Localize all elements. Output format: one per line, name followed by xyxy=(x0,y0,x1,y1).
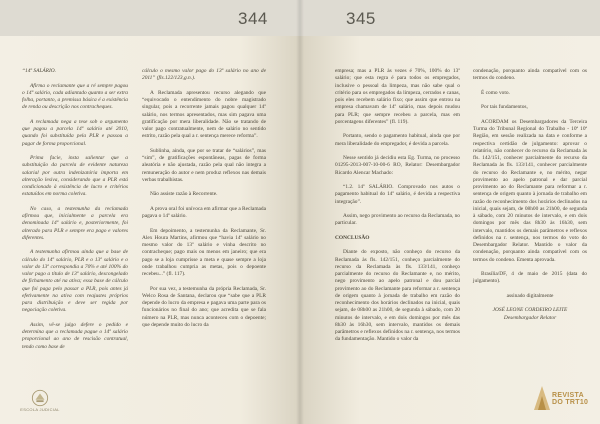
paragraph: Por tais fundamentos, xyxy=(481,104,528,111)
left-page-number: 344 xyxy=(238,9,268,28)
paragraph: Por sua vez, a testemunha da própria Reclamada, Sr. Welco Rosa de Santana, declarou que “sabe que a PLR depende do lucro da empresa e pagava uma parte para os funcionários no final do ano; que acredita que se fala número na PLR, mas nunca aconteceu com o depoente; que depende muito do lucro da xyxy=(142,285,266,328)
left-column-1 xyxy=(22,68,128,358)
signature-note: assinado digitalmente xyxy=(506,292,554,299)
paragraph: empresa; mas a PLR às vezes é 70%, 100% do 13º salário; que esta regra é para todos os empregados, inclusive o pessoal da limpeza, mas não sabe qual o critério para os empregados da limpeza, cerrados e canas, pois eles recebem salário fixo; que assim que entrou na empresa chamavam de 14º salário, mas depois mudou para PLR; que sempre recebeu a parcela, mas em porcentagens diferentes” (fl. 119). xyxy=(335,68,460,125)
revista-title-line2: DO TRT10 xyxy=(552,399,589,406)
paragraph: É como voto. xyxy=(481,89,510,96)
paragraph: Sublinha, ainda, que por se tratar de “salários”, mas “sim”, de gratificações espontâneas, pagas de forma aleatória e não ajustada, razão pela qual não integra a remuneração do autor e nem produz reflexos nas demais verbas trabalhistas. xyxy=(142,147,266,183)
section-heading: CONCLUSÃO xyxy=(335,234,370,241)
right-page-number: 345 xyxy=(346,9,376,28)
right-page-header xyxy=(300,0,600,36)
paragraph: condenação, porquanto ainda compatível com os termos do condeno. xyxy=(473,68,587,82)
escola-judicial-logo xyxy=(20,389,60,412)
right-page xyxy=(300,0,600,424)
paragraph: cálculo o mesmo valor pago do 13º salário no ano de 2011” (fls.122/123,g.n.). xyxy=(142,68,266,82)
paragraph: “14º SALÁRIO. xyxy=(22,68,57,74)
paragraph: A reclamada nega a tese sob o argumento que pagou a parcela 14º salário até 2010, quando foi substituída pela PLR e passou a pagar de forma proporcional. xyxy=(22,118,128,147)
paragraph: Afirma o reclamante que a ré sempre pagou o 14º salário, cada adiantado quanto a ser extra folha, portanto, a premissa básica é a existência de renda ou descrição nos contracheques. xyxy=(22,82,128,111)
paragraph: Brasília/DF, 4 de maio de 2015 (data do julgamento). xyxy=(473,271,587,285)
revista-title xyxy=(552,392,588,406)
revista-trt10-logo xyxy=(530,382,592,418)
paragraph: A prova oral foi unívoca em afirmar que a Reclamada pagava o 14º salário. xyxy=(142,205,266,219)
signer-name: JOSÉ LEONE CORDEIRO LEITE xyxy=(492,307,568,314)
paragraph: A testemunha afirmou ainda que a base de cálculo do 14º salário, PLR e o 13º salário e o valor do 13º correspondia a 70% e até 100% do valor pago a título de 13º salário, descongelado de fichamento até na ativa; essa base de cálculo que foi paga pelo passar a PLR, pois antes já efetivamente na ativa com reajustes próprios para distribuição e deve ser regida por negociação coletiva. xyxy=(22,249,128,314)
signer-title: Desembargador Relator xyxy=(503,314,557,321)
paragraph: ACORDAM os Desembargadores da Terceira Turma do Tribunal Regional do Trabalho - 10ª 10ª Região, em sessão realizada na data e conforme a respectiva certidão de julgamento: aprovar o relatório, não conhecer do recurso da Reclamada às fls. 142/151, conhecer parcialmente do recurso da Reclamada às fls. 133/141, conhecer parcialmente do recurso do Reclamante e, no mérito, negar provimento ao apelo patronal e dar parcial provimento ao do Reclamante para reformar a r. sentença de origem quanto à jornada de trabalho em razão do reconhecimento dos horários declinados na inicial, quais sejam, de 08h00 as 21h00, de segunda à sábado, com 20 minutos de intervalo, e em dois domingos por mês das 8h30 às 16h30, sem intervalo, mantidos os demais parâmetros e reflexos definidos na r. sentença, nos termos do voto do Desembargador Relator. Mantido o valor da condenação, porquanto ainda compatível com os termos do condeno. Ementa aprovada. xyxy=(473,118,587,263)
paragraph: Não assiste razão à Recorrente. xyxy=(150,191,218,198)
left-column-2 xyxy=(142,68,266,336)
paragraph: No caso, a testemunha da reclamada afirmou que, inicialmente a parcela era denominada 14º salário e, posteriormente, foi alterado para PLR e sempre era pago e valores diferentes. xyxy=(22,205,128,241)
paragraph: Portanto, sendo o pagamento habitual, ainda que por mera liberalidade do empregador, é devida a parcela. xyxy=(335,133,460,147)
paragraph: “1.2. 14º SALÁRIO. Comprovado nos autos o pagamento habitual do 14º salário, é devida a respectiva integração”. xyxy=(335,184,460,205)
book-spine-shadow xyxy=(296,0,304,424)
escola-judicial-caption: ESCOLA JUDICIAL xyxy=(20,407,60,412)
paragraph: Nesse sentido já decidiu esta Eg. Turma, no processo 01295-2013-007-10-00-6 RO, Relator: Desembargador Ricardo Alencar Machado: xyxy=(335,155,460,176)
revista-title-line1: REVISTA xyxy=(552,392,584,399)
paragraph: A Reclamada apresentou recurso alegando que “equivocado o entendimento do nobre magistrado singular, pois a recorrente jamais pagou qualquer 14º salário, nos termos apresentados, mas sim pagava uma gratificação por mera liberalidade. Não se tratando de valor pago contratualmente, nem de salário no sentido estrito, razão pela qual a r. sentença merece reforma”. xyxy=(142,89,266,140)
paragraph: Prima facie, insta salientar que a substituição da parcela de evidente natureza salarial por outra indenizatória importa em alteração lesiva, considerando que a PLR está condicionado à existência de lucro e critérios estatuídos em norma coletiva. xyxy=(22,155,128,198)
paragraph: Assim, nego provimento ao recurso da Reclamada, no particular. xyxy=(335,213,460,227)
escola-emblem-icon xyxy=(31,389,49,407)
right-column-2 xyxy=(473,68,587,322)
paragraph: Assim, vê-se julgo defere o pedido e determina que a reclamada pague o 14º salário proporcional ao ano de rescisão contratual, tendo como base de xyxy=(22,321,128,350)
paragraph: Em depoimento, a testemunha da Reclamante, Sr. Alex Houra Martins, afirmou que “havia 14º salário no mesmo valor do 13º salário e vinha descrito no contracheque; pago mais ou menos em janeiro; que era pago se a loja cumprisse a meta e quase sempre a loja onde trabalhou cumpria as metas, pois o depoente recebeu...” (fl. 117). xyxy=(142,227,266,277)
right-column-1 xyxy=(335,68,460,351)
left-page-header xyxy=(0,0,300,36)
revista-emblem-icon xyxy=(530,384,554,412)
paragraph: Diante do exposto, não conheço do recurso da Reclamada às fls. 142/151, conheço parcialmente do recurso da Reclamada às fls. 133/141, conheço parcialmente do recurso do Reclamante e, no mérito, nego provimento ao apelo patronal e dou parcial provimento ao do Reclamante para reformar a r. sentença de origem quanto à jornada de trabalho em razão do reconhecimento dos horários declinados na inicial, quais sejam, de 08h00 as 21h00, de segunda à sábado, com 20 minutos de intervalo, e em dois domingos por mês das 8h30 às 16h30, sem intervalo, mantidos os demais parâmetros e reflexos definidos na r. sentença, nos termos da fundamentação. Mantido o valor da xyxy=(335,249,460,343)
